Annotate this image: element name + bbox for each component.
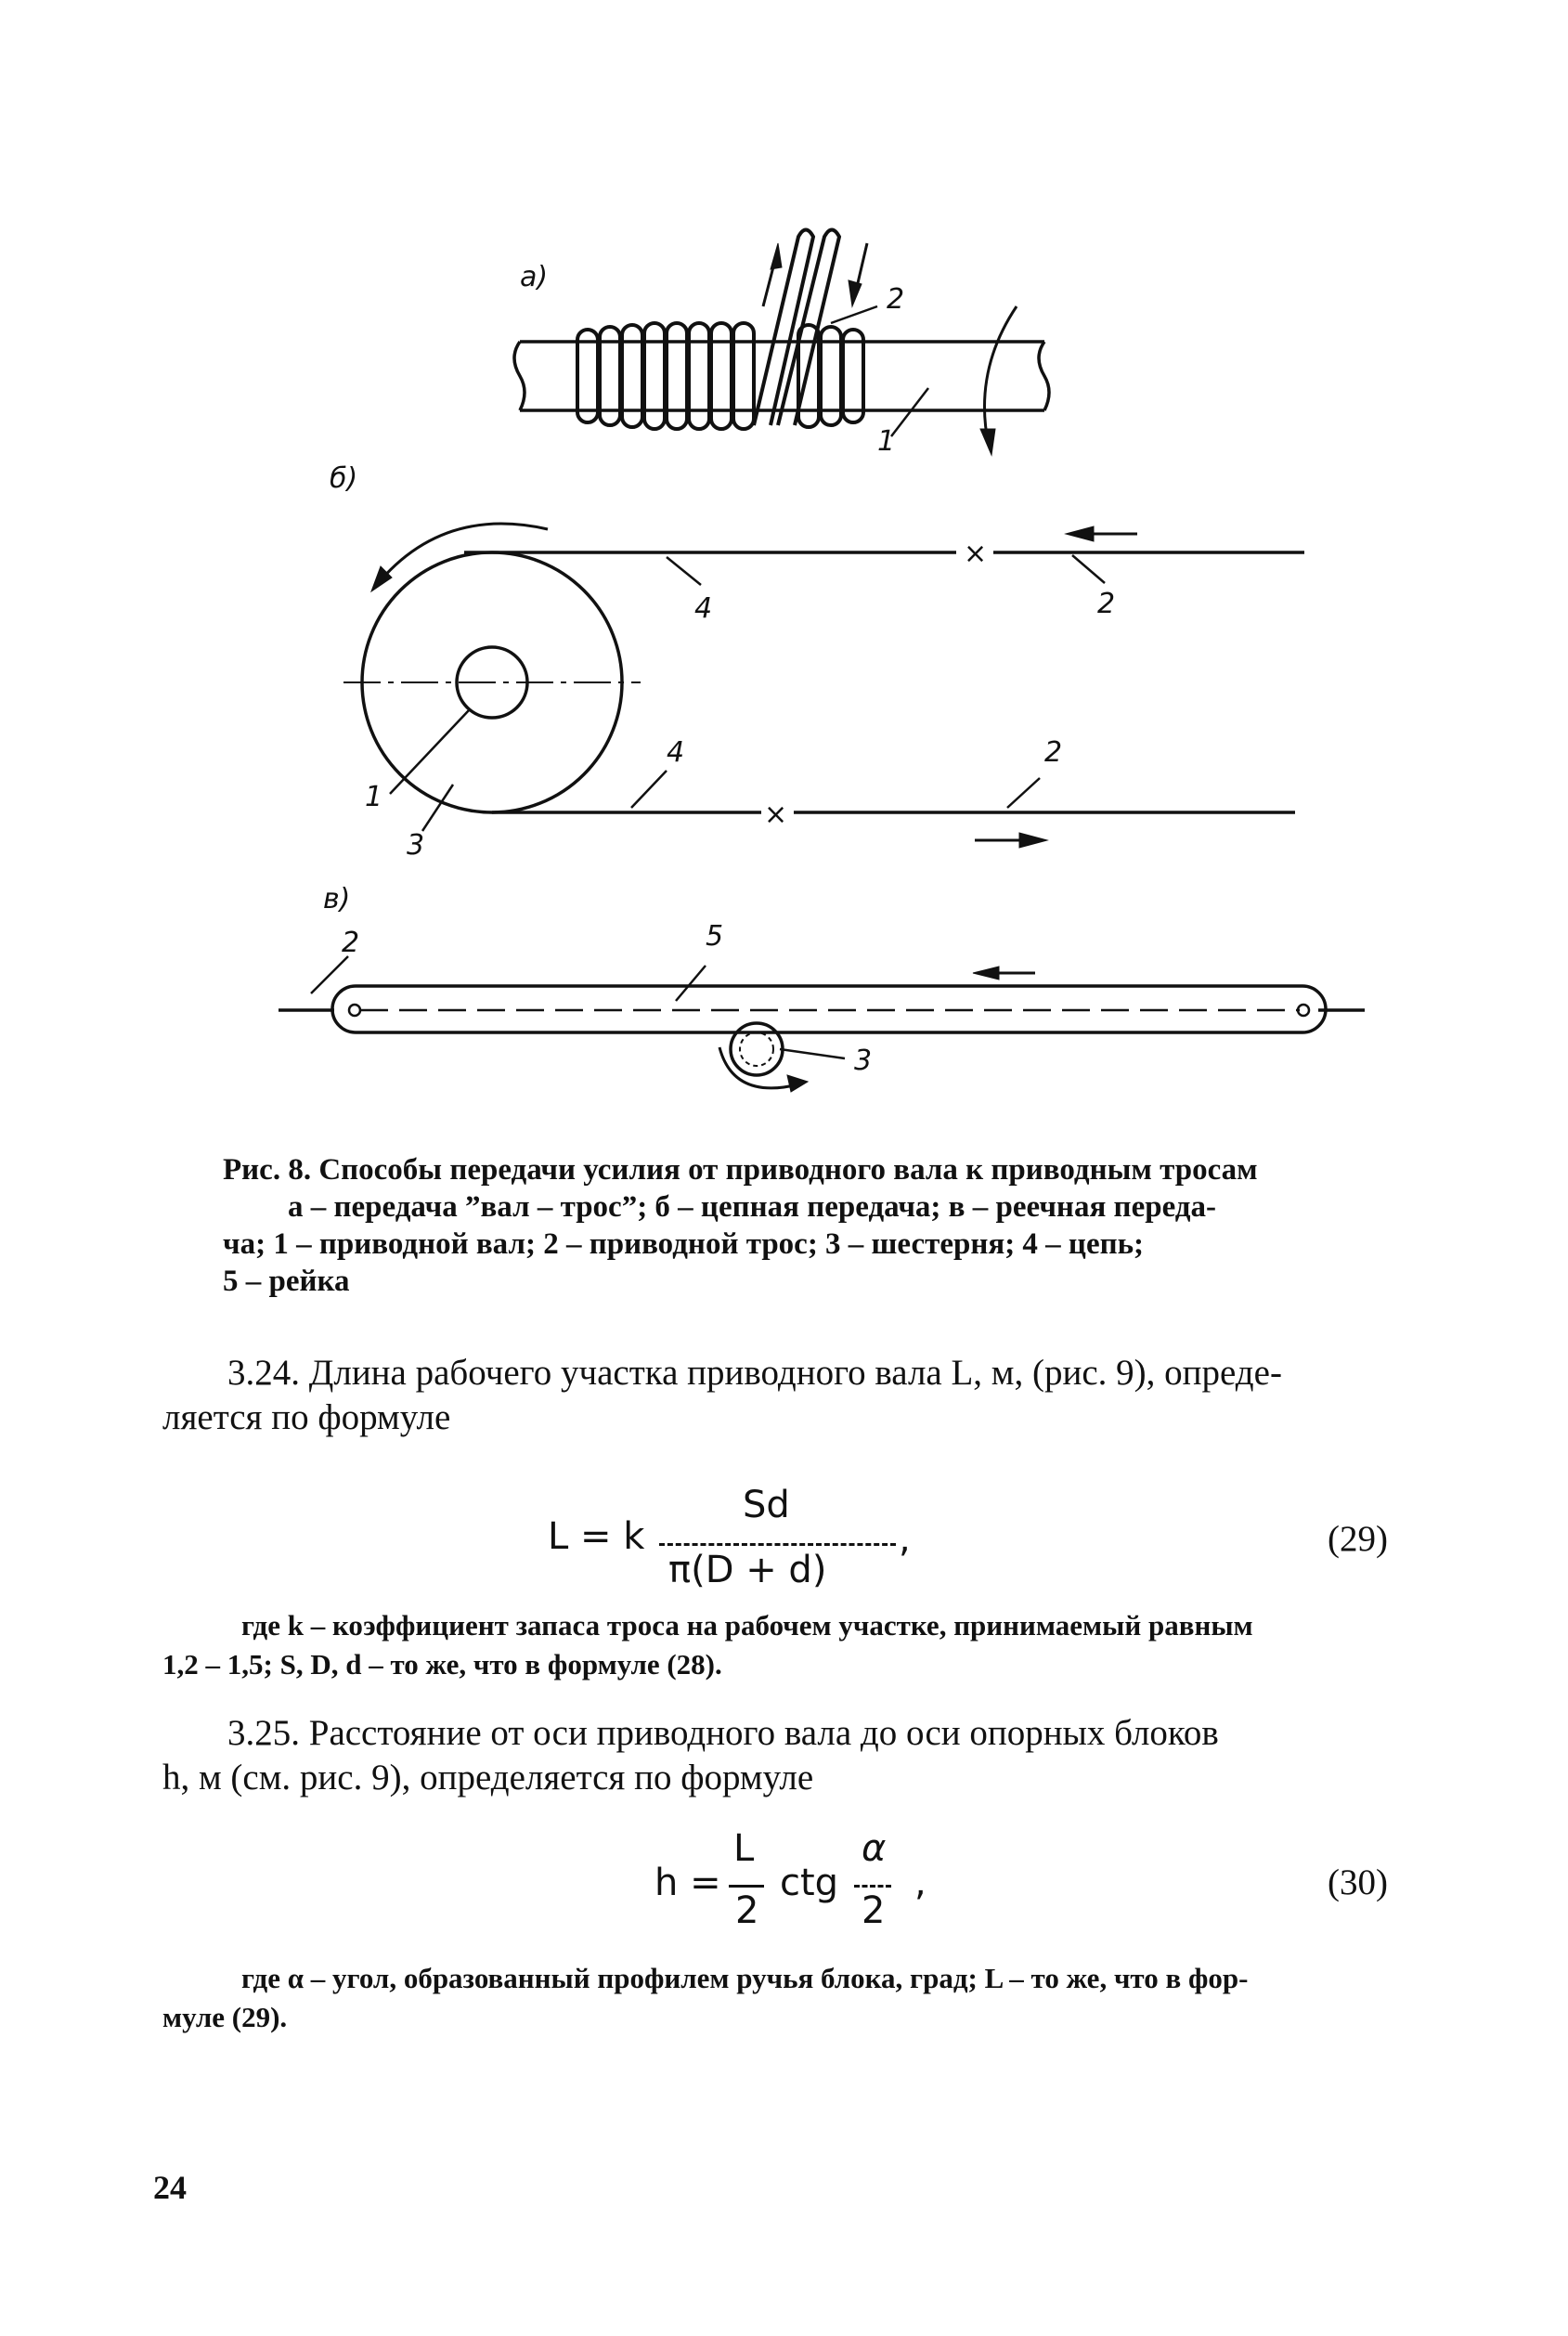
- formula-30-lhs: h =: [654, 1862, 721, 1904]
- page-number: 24: [153, 2169, 187, 2206]
- paragraph-3-25-line-1: 3.25. Расстояние от оси приводного вала до оси опорных блоков: [227, 1713, 1219, 1753]
- figure-caption: [223, 1151, 1411, 1300]
- formula-30-frac1-num: L: [733, 1827, 755, 1870]
- formula-29-number: (29): [1328, 1519, 1388, 1559]
- cross-top: ×: [964, 538, 988, 570]
- formula-30-frac2-den: 2: [862, 1889, 886, 1932]
- formula-30-frac2-num: α: [862, 1827, 887, 1870]
- figure-part-v: [279, 956, 1365, 1092]
- paragraph-3-24: [162, 1351, 1411, 1440]
- cross-bottom: ×: [764, 798, 788, 831]
- paragraph-3-24-line-1: 3.24. Длина рабочего участка приводного вала L, м, (рис. 9), опреде-: [227, 1353, 1282, 1393]
- formula-30-frac2-bar: [854, 1885, 891, 1888]
- formula-29-comma: ,: [899, 1518, 911, 1561]
- label-part-a: а): [520, 261, 549, 293]
- figure-8-drawing: [0, 0, 1568, 1142]
- formula-30-comma: ,: [914, 1862, 927, 1904]
- label-2-top: 2: [1097, 588, 1116, 620]
- caption-line-3: ча; 1 – приводной вал; 2 – приводной трос; 3 – шестерня; 4 – цепь;: [223, 1227, 1145, 1261]
- note-29-line-1: где k – коэффициент запаса троса на рабочем участке, принимаемый равным: [241, 1609, 1253, 1642]
- formula-29-lhs: L = k: [548, 1515, 645, 1558]
- label-1-a: 1: [877, 425, 896, 458]
- label-4-top: 4: [694, 592, 713, 625]
- label-5-v: 5: [706, 920, 724, 953]
- caption-line-4: 5 – рейка: [223, 1265, 350, 1298]
- note-30-line-2: муле (29).: [162, 2001, 288, 2033]
- caption-line-2: а – передача ”вал – трос”; б – цепная передача; в – реечная переда-: [288, 1190, 1216, 1224]
- note-29: [162, 1606, 1411, 1684]
- label-part-b: б): [330, 462, 358, 495]
- label-1-b: 1: [365, 781, 383, 813]
- formula-30-frac1-den: 2: [735, 1889, 759, 1932]
- figure-part-a: [514, 230, 1049, 456]
- label-3-b: 3: [407, 829, 425, 862]
- label-3-v: 3: [854, 1045, 873, 1077]
- paragraph-3-25: [162, 1711, 1411, 1800]
- label-2-bottom: 2: [1044, 736, 1063, 769]
- note-29-line-2: 1,2 – 1,5; S, D, d – то же, что в формуле (28).: [162, 1648, 722, 1681]
- caption-title: Рис. 8. Способы передачи усилия от приводного вала к приводным тросам: [223, 1153, 1258, 1187]
- label-2-a: 2: [887, 283, 905, 316]
- formula-30-number: (30): [1328, 1862, 1388, 1902]
- note-30: [162, 1959, 1411, 2037]
- label-2-v: 2: [342, 927, 360, 959]
- formula-29-numerator: Sd: [743, 1484, 790, 1526]
- paragraph-3-24-line-2: ляется по формуле: [162, 1397, 451, 1437]
- formula-30-ctg: ctg: [780, 1862, 839, 1904]
- formula-30-frac1-bar: [729, 1885, 764, 1888]
- note-30-line-1: где α – угол, образованный профилем ручья блока, град; L – то же, что в фор-: [241, 1962, 1249, 1994]
- formula-29-denominator: π(D + d): [668, 1549, 827, 1591]
- rope-coils: [577, 323, 863, 429]
- formula-29-fraction-bar: [659, 1543, 896, 1546]
- label-part-v: в): [323, 883, 351, 915]
- figure-part-b: [343, 524, 1304, 848]
- paragraph-3-25-line-2: h, м (см. рис. 9), определяется по формуле: [162, 1758, 814, 1797]
- label-4-bottom: 4: [667, 736, 685, 769]
